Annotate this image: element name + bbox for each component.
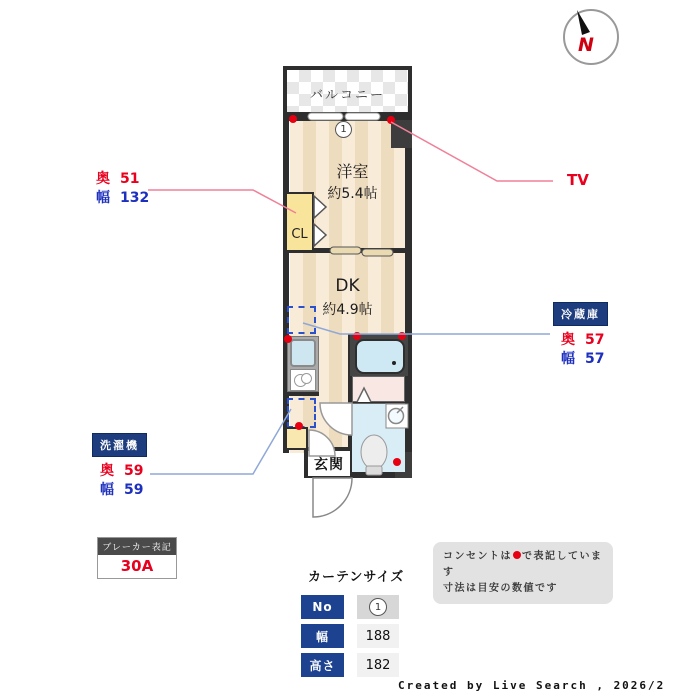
- curtain-height-header: 高さ: [301, 653, 344, 677]
- fridge-depth-label: 奥: [561, 332, 575, 348]
- entrance-door-arc: [313, 478, 352, 517]
- sliding-door: [362, 249, 393, 256]
- window-number: 1: [340, 124, 347, 135]
- tv-label: TV: [567, 171, 589, 189]
- breaker-title: ブレーカー表記: [98, 538, 176, 555]
- breaker-box: [97, 537, 177, 579]
- folding-door: [357, 388, 371, 402]
- window-sash: [345, 113, 380, 120]
- closet-depth-value: 51: [120, 171, 140, 187]
- dk-name: DK: [335, 276, 360, 296]
- toilet-base: [366, 466, 382, 475]
- closet-callout: [96, 170, 149, 208]
- washer-depth-value: 59: [124, 463, 144, 479]
- dimension-note-line: 寸法は目安の数値です: [443, 583, 558, 594]
- balcony-label: バルコニー: [309, 88, 385, 103]
- tv-leader-line: [391, 122, 553, 181]
- curtain-no-badge: 1: [369, 598, 387, 616]
- washer-depth-label: 奥: [100, 463, 114, 479]
- curtain-no-value: [357, 595, 399, 619]
- curtain-table-title: カーテンサイズ: [308, 570, 405, 585]
- curtain-no-header: No: [301, 595, 344, 619]
- fridge-leader-line: [303, 323, 550, 334]
- closet-door-chevron: [314, 196, 326, 218]
- outlet-note-line: コンセントは で表記しています: [443, 551, 603, 578]
- western-room-size: 約5.4帖: [327, 186, 378, 202]
- closet-leader-line: [148, 190, 296, 213]
- door-arc: [309, 430, 335, 456]
- fridge-tag: 冷蔵庫: [553, 302, 608, 326]
- washer-leader-line: [150, 409, 291, 474]
- fridge-width-label: 幅: [561, 351, 575, 367]
- dk-size: 約4.9帖: [322, 301, 373, 318]
- closet-width-label: 幅: [96, 190, 110, 206]
- curtain-height-value: 182: [357, 653, 399, 677]
- closet-door-chevron: [314, 224, 326, 246]
- washer-tag: 洗濯機: [92, 433, 147, 457]
- curtain-width-header: 幅: [301, 624, 344, 648]
- compass: [564, 10, 618, 64]
- sliding-door: [330, 247, 361, 254]
- curtain-row-height: [301, 653, 399, 677]
- door-arc: [320, 403, 352, 435]
- compass-north-label: N: [578, 34, 594, 56]
- closet-width-value: 132: [120, 190, 150, 206]
- closet-depth-label: 奥: [96, 171, 110, 187]
- note-red-dot-icon: [513, 551, 521, 559]
- closet-label: CL: [291, 227, 308, 242]
- western-room-name: 洋室: [336, 162, 369, 181]
- legend-note-box: [433, 542, 613, 604]
- curtain-row-width: [301, 624, 399, 648]
- fridge-width-value: 57: [585, 351, 605, 367]
- washer-callout: [92, 433, 147, 500]
- toilet-bowl: [361, 435, 387, 469]
- entrance-label: 玄関: [314, 456, 344, 473]
- fridge-depth-value: 57: [585, 332, 605, 348]
- breaker-value: 30A: [120, 557, 154, 575]
- toilet-sink-bowl: [389, 409, 404, 424]
- credit-line: Created by Live Search , 2026/2: [398, 679, 666, 692]
- curtain-row-no: [301, 595, 399, 619]
- curtain-width-value: 188: [357, 624, 399, 648]
- fridge-callout: [553, 302, 608, 369]
- washer-width-label: 幅: [100, 482, 114, 498]
- window-sash: [308, 113, 343, 120]
- washer-width-value: 59: [124, 482, 144, 498]
